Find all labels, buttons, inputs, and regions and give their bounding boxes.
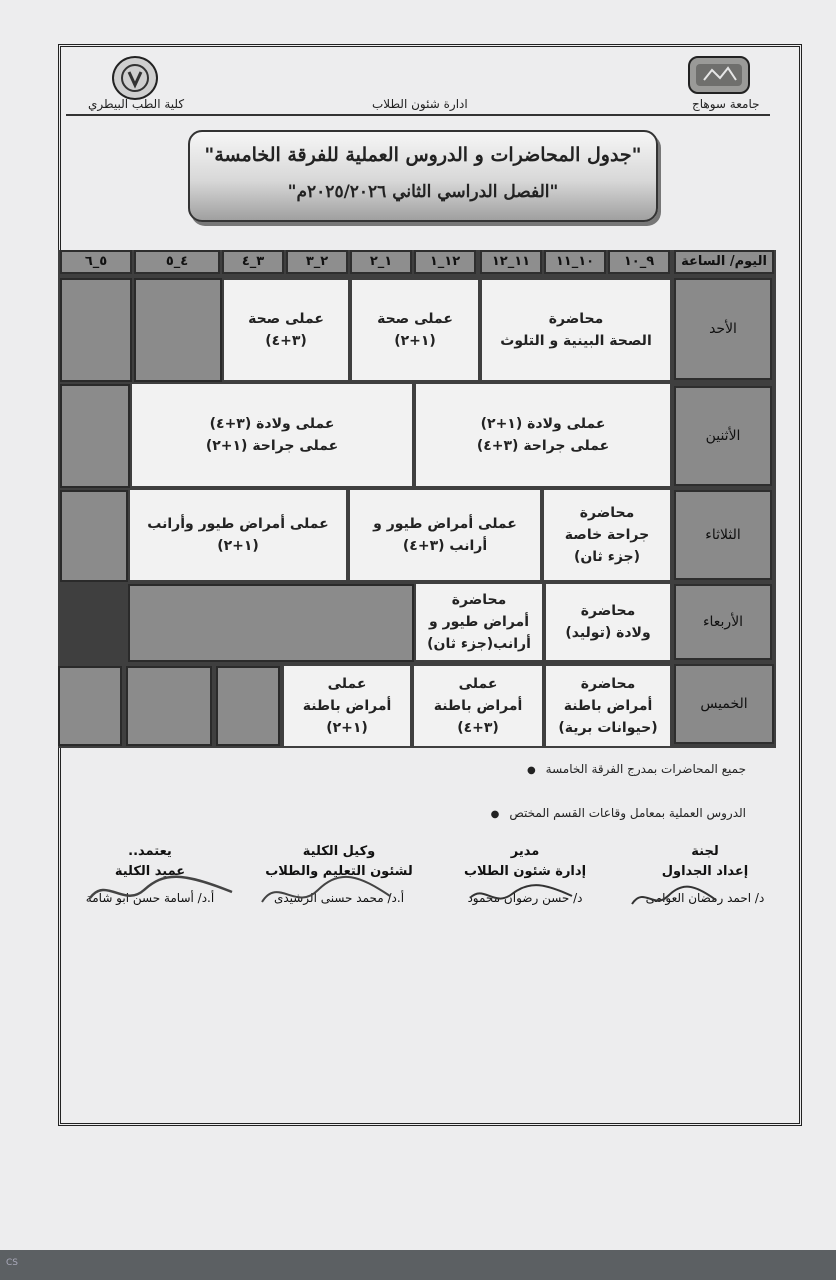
sunday-lecture (482, 280, 670, 380)
department-name: ادارة شئون الطلاب (372, 97, 468, 111)
thursday-lecture (546, 666, 670, 746)
university-name: جامعة سوهاج (692, 97, 760, 111)
slot-line: عملى ولادة (٣+٤) (209, 416, 335, 432)
sig-title: إعداد الجداول (661, 864, 749, 879)
sig-name: د/ حسن رضوان محمود (467, 891, 583, 905)
corner-header: اليوم/ الساعة (674, 250, 774, 274)
schedule-table (58, 250, 776, 748)
time-header: ١_٢ (350, 250, 412, 274)
handwritten-signature (624, 876, 724, 916)
time-header: ٥_٦ (60, 250, 132, 274)
sunday-practical-1 (352, 280, 478, 380)
slot-line: محاضرة (548, 311, 604, 327)
tuesday-practical-2 (130, 490, 346, 580)
sunday-practical-2 (224, 280, 348, 380)
empty-slot (128, 584, 414, 662)
scanner-watermark: CS (6, 1258, 18, 1268)
sig-name: د/ احمد رمضان العوامى (645, 891, 765, 905)
faculty-logo (112, 56, 158, 100)
handwritten-signature (466, 878, 576, 914)
time-header: ٤_٥ (134, 250, 220, 274)
monday-practical-2 (132, 384, 412, 486)
slot-line: محاضرة (451, 592, 507, 608)
note-practicals: الدروس العملية بمعامل وقاعات القسم المختص ● (491, 806, 746, 820)
time-header: ٩_١٠ (608, 250, 670, 274)
empty-slot (216, 666, 280, 746)
slot-line: (جزء ثان) (573, 549, 641, 565)
semester-title: "الفصل الدراسي الثاني ٢٠٢٥/٢٠٢٦م" (287, 182, 559, 202)
thursday-practical-1 (414, 666, 542, 746)
day-tuesday: الثلاثاء (674, 490, 772, 580)
schedule-title: "جدول المحاضرات و الدروس العملية للفرقة الخامسة" (204, 144, 642, 166)
handwritten-signature (86, 870, 236, 914)
sig-title: لشئون التعليم والطلاب (265, 864, 413, 879)
slot-line: أمراض باطنة (302, 698, 392, 714)
slot-line: عملى (327, 676, 367, 692)
sig-title: عميد الكلية (114, 864, 186, 879)
slot-line: أرانب(جزء ثان) (427, 636, 531, 652)
time-header: ١٢_١ (414, 250, 476, 274)
slot-line: محاضرة (580, 676, 636, 692)
sig-title: إدارة شئون الطلاب (463, 864, 587, 879)
university-logo (688, 56, 750, 94)
slot-line: (١+٢) (394, 333, 436, 349)
empty-slot (134, 278, 222, 382)
slot-line: عملى (458, 676, 498, 692)
slot-line: أمراض طيور و (429, 614, 529, 630)
header-divider (66, 114, 770, 116)
monday-practical-1 (416, 384, 670, 486)
slot-line: محاضرة (579, 505, 635, 521)
slot-line: عملى أمراض طيور و (373, 516, 517, 532)
day-wednesday: الأربعاء (674, 584, 772, 660)
empty-slot (126, 666, 212, 746)
slot-line: (١+٢) (326, 720, 368, 736)
faculty-name: كلية الطب البيطري (88, 97, 185, 111)
time-header: ٢_٣ (286, 250, 348, 274)
day-sunday: الأحد (674, 278, 772, 380)
title-banner (188, 130, 658, 222)
slot-line: عملى ولادة (١+٢) (480, 416, 606, 432)
slot-line: محاضرة (580, 603, 636, 619)
empty-slot (60, 490, 128, 582)
tuesday-lecture (544, 490, 670, 580)
slot-line: أمراض باطنة (563, 698, 653, 714)
slot-line: عملى جراحة (١+٢) (205, 438, 339, 454)
day-monday: الأثنين (674, 386, 772, 486)
wednesday-lecture-2 (416, 584, 542, 660)
tuesday-practical-1 (350, 490, 540, 580)
slot-line: (حيوانات برية) (558, 720, 658, 736)
slot-line: (١+٢) (217, 538, 259, 554)
time-header: ١١_١٢ (480, 250, 542, 274)
note-lectures: جميع المحاضرات بمدرج الفرقة الخامسة ● (527, 762, 746, 776)
sig-title: وكيل الكلية (302, 844, 376, 859)
empty-slot (60, 384, 130, 488)
empty-slot (60, 278, 132, 382)
time-header: ١٠_١١ (544, 250, 606, 274)
slot-line: عملى أمراض طيور وأرانب (147, 516, 329, 532)
slot-line: الصحة البينية و التلوث (500, 333, 652, 349)
handwritten-signature (256, 872, 396, 916)
sig-title: لجنة (691, 844, 719, 859)
day-thursday: الخميس (674, 664, 774, 744)
slot-line: جراحة خاصة (564, 527, 650, 543)
sig-title: مدير (510, 844, 540, 859)
slot-line: أرانب (٣+٤) (402, 538, 488, 554)
slot-line: عملى جراحة (٣+٤) (476, 438, 610, 454)
slot-line: ولادة (توليد) (565, 625, 651, 641)
slot-line: (٣+٤) (457, 720, 499, 736)
sig-name: أ.د/ محمد حسنى الرشيدى (273, 891, 405, 905)
sig-title: يعتمد.. (128, 844, 172, 859)
slot-line: (٣+٤) (265, 333, 307, 349)
slot-line: أمراض باطنة (433, 698, 523, 714)
time-header: ٣_٤ (222, 250, 284, 274)
wednesday-lecture-1 (546, 584, 670, 660)
slot-line: عملى صحة (377, 311, 453, 327)
sig-name: أ.د/ أسامة حسن ابو شامة (85, 891, 215, 905)
thursday-practical-2 (284, 666, 410, 746)
slot-line: عملى صحة (248, 311, 324, 327)
empty-slot (58, 666, 122, 746)
